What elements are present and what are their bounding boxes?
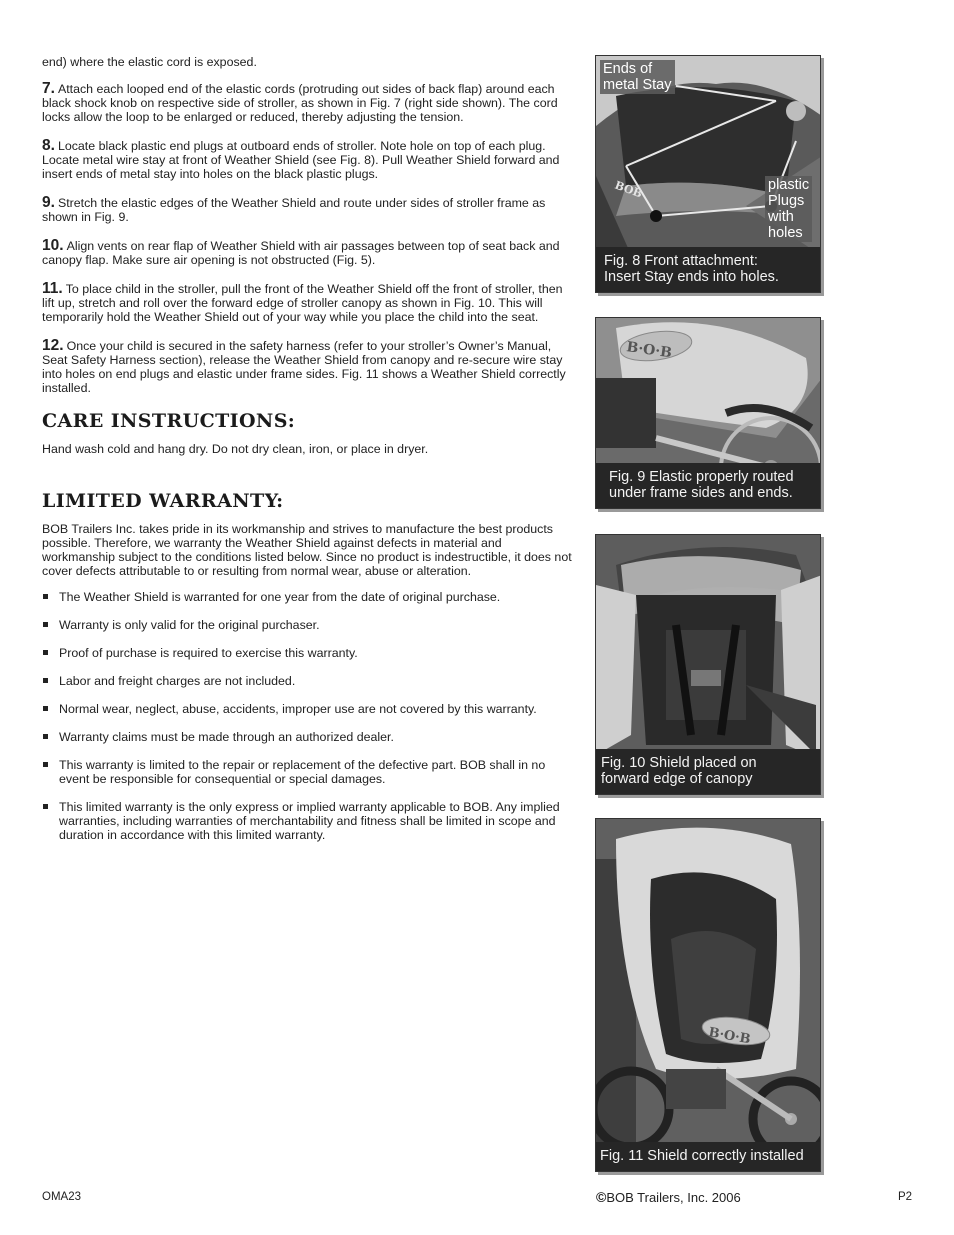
step-number: 8. [42, 137, 55, 154]
callout-line: holes [768, 225, 803, 241]
step-text: Attach each looped end of the elastic cords (protruding out sides of back flap) around each black shock knob on respective side of stroller, as shown in Fig. 7 (right side shown). The cord locks allow the loop to be enlarged or reduced, thereby adjusting the tension. [42, 82, 558, 124]
fig8-callout-plugs [765, 176, 812, 242]
list-item-text: This limited warranty is the only express or implied warranty applicable to BOB. Any implied warranties, including warranties of merchantability and fitness shall be limited in scope and duration in accordance with this limited warranty. [59, 800, 560, 842]
list-item [42, 800, 577, 842]
step-10 [42, 239, 577, 267]
bullet-icon [43, 678, 48, 683]
bullet-icon [43, 734, 48, 739]
bullet-icon [43, 706, 48, 711]
fig9-caption [596, 463, 820, 508]
instructions-column [42, 55, 577, 856]
caption-line: Fig. 8 Front attachment: [604, 253, 758, 269]
step-number: 11. [42, 280, 63, 297]
step-number: 12. [42, 337, 64, 354]
care-instructions-text: Hand wash cold and hang dry. Do not dry clean, iron, or place in dryer. [42, 442, 429, 456]
step-number: 10. [42, 237, 64, 254]
step-text: Align vents on rear flap of Weather Shield with air passages between top of seat back and canopy flap. Make sure air opening is not obstructed (Fig. 5). [42, 239, 560, 267]
step-text: To place child in the stroller, pull the front of the Weather Shield off the front of stroller, then lift up, stretch and roll over the forward edge of stroller canopy as shown in Fig. 10. This will temporarily hold the Weather Shield out of your way while you place the child into the seat. [42, 282, 563, 324]
step-8 [42, 139, 577, 181]
figure-9 [595, 317, 821, 509]
figure-10 [595, 534, 821, 795]
list-item-text: Warranty claims must be made through an authorized dealer. [59, 730, 394, 744]
bullet-icon [43, 804, 48, 809]
callout-line: plastic [768, 177, 810, 193]
list-item [42, 646, 577, 660]
bullet-icon [43, 762, 48, 767]
step-text: Stretch the elastic edges of the Weather Shield and route under sides of stroller frame as shown in Fig. 9. [42, 196, 546, 224]
page-number: P2 [898, 1191, 913, 1203]
figure-8 [595, 55, 821, 293]
list-item [42, 758, 577, 786]
copyright-icon: © [596, 1189, 607, 1205]
step-11 [42, 282, 577, 324]
bullet-icon [43, 594, 48, 599]
care-instructions-heading: CARE INSTRUCTIONS: [42, 410, 296, 432]
caption-line: forward edge of canopy [601, 771, 753, 787]
document-code: OMA23 [42, 1191, 81, 1203]
limited-warranty-heading: LIMITED WARRANTY: [42, 490, 284, 512]
list-item-text: This warranty is limited to the repair or replacement of the defective part. BOB shall in no event be responsible for consequential or special damages. [59, 758, 546, 786]
list-item [42, 618, 577, 632]
fig11-photo [596, 819, 821, 1172]
list-item [42, 702, 577, 716]
fig11-caption: Fig. 11 Shield correctly installed [596, 1142, 820, 1171]
callout-line: with [768, 209, 794, 225]
caption-line: Fig. 10 Shield placed on [601, 755, 757, 771]
bullet-icon [43, 622, 48, 627]
callout-line: Ends of [603, 61, 653, 77]
caption-line: Fig. 9 Elastic properly routed [609, 469, 794, 485]
step-7 [42, 82, 577, 124]
list-item-text: The Weather Shield is warranted for one year from the date of original purchase. [59, 590, 501, 604]
fig8-callout-stay [600, 60, 675, 94]
list-item-text: Proof of purchase is required to exercise this warranty. [59, 646, 358, 660]
callout-line: metal Stay [603, 77, 672, 93]
copyright-text: BOB Trailers, Inc. 2006 [606, 1190, 741, 1205]
intro-text: end) where the elastic cord is exposed. [42, 55, 257, 69]
step-text: Locate black plastic end plugs at outboard ends of stroller. Note hole on top of each plug. Locate metal wire stay at front of Weather Shield (see Fig. 8). Pull Weather Shield forward and insert ends of metal stay into holes on the black plastic plugs. [42, 139, 560, 181]
list-item [42, 730, 577, 744]
caption-line: under frame sides and ends. [609, 485, 793, 501]
step-9 [42, 196, 577, 224]
list-item [42, 674, 577, 688]
warranty-conditions-list [42, 590, 577, 842]
list-item-text: Labor and freight charges are not included. [59, 674, 296, 688]
step-text: Once your child is secured in the safety harness (refer to your stroller’s Owner’s Manual, Seat Safety Harness section), release the Weather Shield from canopy and re-secure wire stay into holes on end plugs and elastic under frame sides. Fig. 11 shows a Weather Shield correctly installed. [42, 339, 566, 395]
fig8-caption [596, 247, 820, 292]
bullet-icon [43, 650, 48, 655]
step-number: 7. [42, 80, 55, 97]
fig11-logo: B·O·B [707, 1025, 752, 1048]
copyright-notice [596, 1189, 741, 1205]
list-item [42, 590, 577, 604]
fig9-logo: B·O·B [625, 339, 673, 362]
fig10-caption [596, 749, 820, 794]
figure-11 [595, 818, 821, 1172]
step-12 [42, 339, 577, 395]
fig8-logo: BOB [612, 178, 645, 201]
warranty-intro: BOB Trailers Inc. takes pride in its workmanship and strives to manufacture the best products possible. Therefore, we warranty the Weather Shield against defects in material and workmanship subject to the conditions listed below. Since no product is indestructible, it does not cover defects attributable to or resulting from normal wear, abuse or alteration. [42, 522, 572, 578]
callout-line: Plugs [768, 193, 805, 209]
list-item-text: Warranty is only valid for the original purchaser. [59, 618, 320, 632]
step-number: 9. [42, 194, 55, 211]
list-item-text: Normal wear, neglect, abuse, accidents, improper use are not covered by this warranty. [59, 702, 537, 716]
caption-line: Insert Stay ends into holes. [604, 269, 779, 285]
